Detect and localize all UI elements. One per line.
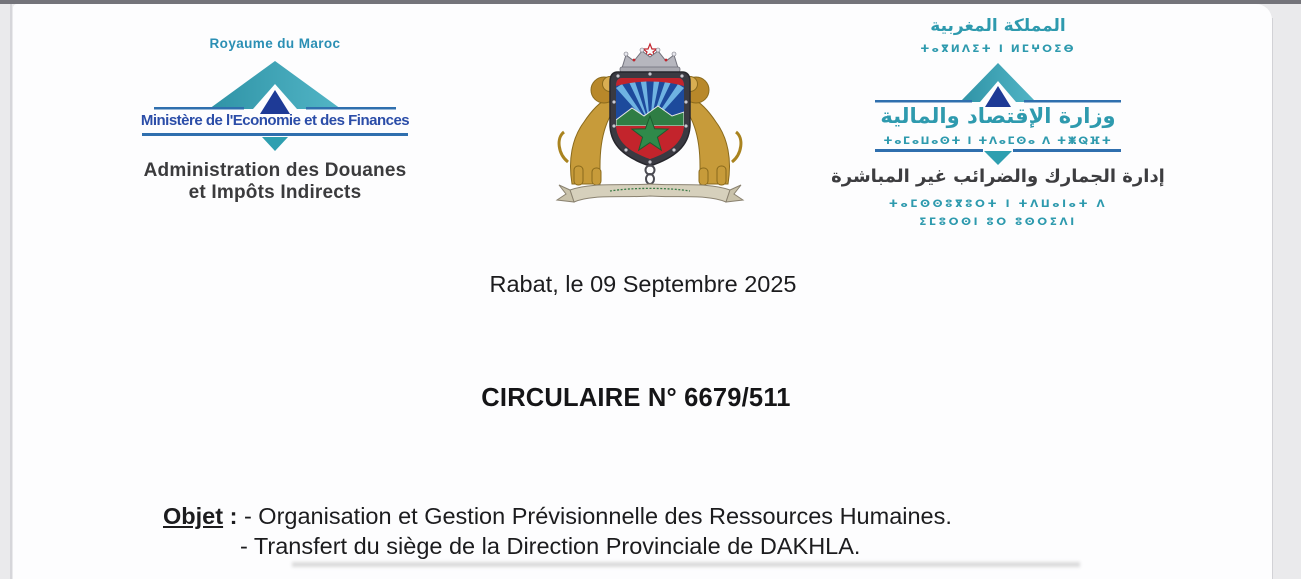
kingdom-of-morocco-label: Royaume du Maroc xyxy=(209,36,341,51)
customs-administration-arabic: إدارة الجمارك والضرائب غير المباشرة xyxy=(831,166,1165,187)
header-left-block xyxy=(140,36,410,212)
page-right-edge xyxy=(1272,18,1273,579)
mef-triangle-icon xyxy=(140,58,410,116)
emblem-divider-line xyxy=(875,149,983,152)
subject-separator: : xyxy=(223,503,238,529)
customs-administration-line1: Administration des Douanes xyxy=(143,160,407,181)
subject-item: - Organisation et Gestion Prévisionnelle des Ressources Humaines. xyxy=(243,503,952,529)
subject-line1 xyxy=(163,502,952,532)
down-triangle-icon xyxy=(262,137,288,151)
subject-line2 xyxy=(240,532,952,562)
header-right-block xyxy=(820,16,1176,238)
customs-administration-tifinagh-line2: ⵉⵎⵓⵔⵙⵏ ⵓⵔ ⵓⵙⵔⵉⴷⵏ xyxy=(919,216,1077,228)
coat-of-arms-morocco-icon xyxy=(552,42,748,214)
kingdom-name-arabic: المملكة المغربية xyxy=(930,16,1066,36)
ministry-name-tifinagh: ⵜⴰⵎⴰⵡⴰⵙⵜ ⵏ ⵜⴷⴰⵎⵙⴰ ⴷ ⵜⵥⵕⴼⵜ xyxy=(883,135,1113,147)
circular-title: CIRCULAIRE N° 6679/511 xyxy=(481,384,791,412)
emblem-divider-line xyxy=(142,133,408,136)
ministry-name-label: Ministère de l'Economie et des Finances xyxy=(140,112,410,129)
subject-block xyxy=(163,502,952,561)
emblem-divider-line xyxy=(1013,149,1121,152)
ministry-name-arabic: وزارة الإقتصاد والمالية xyxy=(880,104,1116,128)
mef-triangle-icon xyxy=(820,58,1176,108)
dateline: Rabat, le 09 Septembre 2025 xyxy=(489,271,797,297)
down-triangle-icon xyxy=(984,151,1012,165)
customs-administration-line2: et Impôts Indirects xyxy=(188,182,362,203)
subject-item: - Transfert du siège de la Direction Provinciale de DAKHLA. xyxy=(240,532,861,559)
cutoff-text-ghost xyxy=(292,562,1080,567)
customs-administration-tifinagh-line1: ⵜⴰⵎⵙⵙⵓⴳⵓⵔⵜ ⵏ ⵜⴷⵡⴰⵏⴰⵜ ⴷ xyxy=(888,198,1108,210)
kingdom-name-tifinagh: ⵜⴰⴳⵍⴷⵉⵜ ⵏ ⵍⵎⵖⵔⵉⴱ xyxy=(920,43,1076,55)
customs-administration-label xyxy=(130,160,420,204)
subject-label: Objet xyxy=(163,503,224,529)
